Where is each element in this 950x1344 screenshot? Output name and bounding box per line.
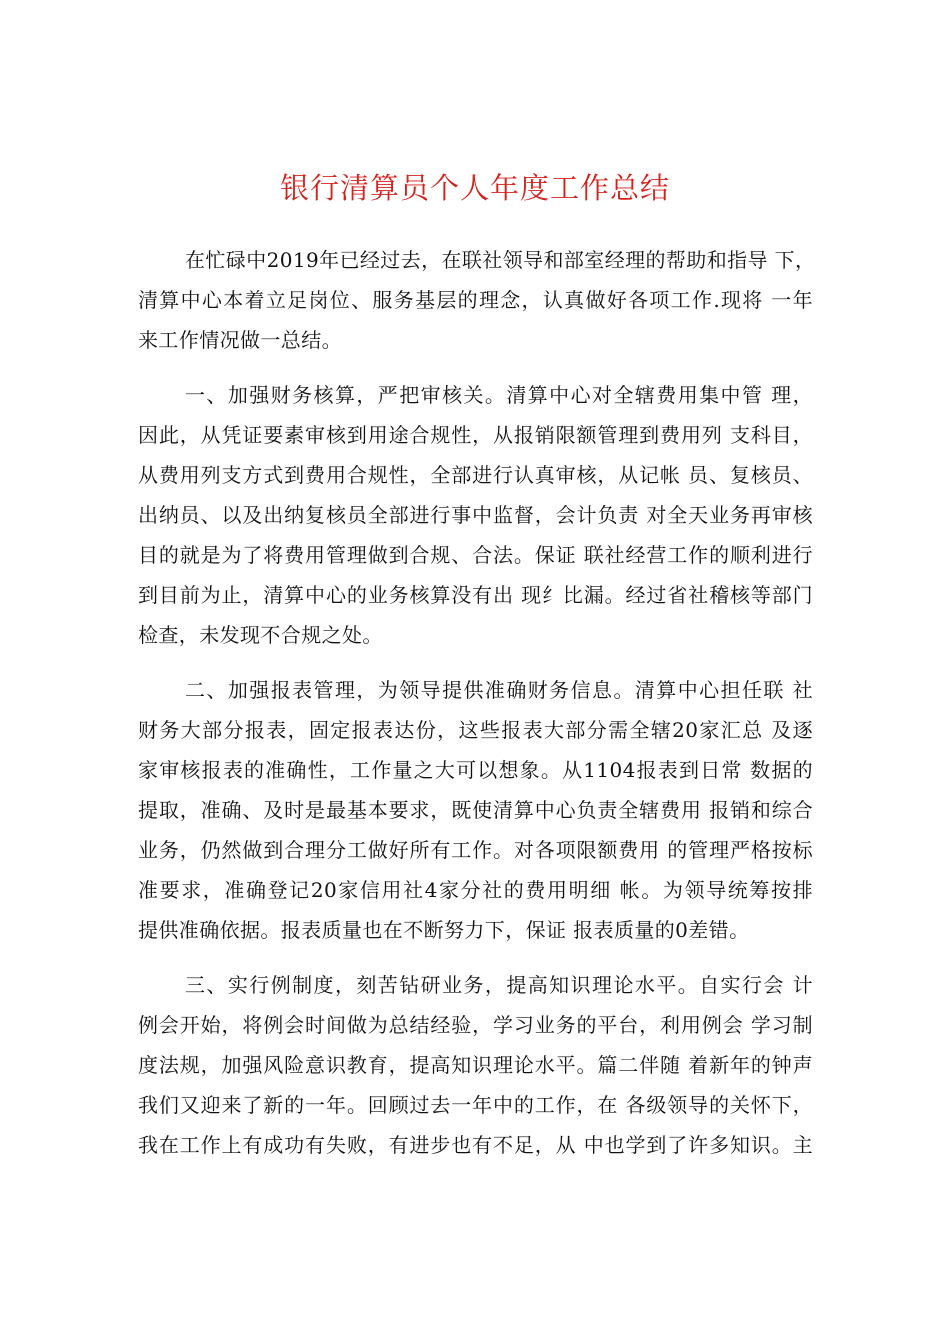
paragraph-line: 例会开始，将例会时间做为总结经验，学习业务的平台，利用例会 学习制 bbox=[138, 1013, 813, 1037]
paragraph-line: 在忙碌中2019年已经过去，在联社领导和部室经理的帮助和指导 下， bbox=[185, 248, 816, 272]
paragraph-1 bbox=[138, 240, 816, 360]
paragraph-line: 一、加强财务核算，严把审核关。清算中心对全辖费用集中管 理， bbox=[185, 383, 813, 407]
paragraph-line: 三、实行例制度，刻苦钻研业务，提高知识理论水平。自实行会 计 bbox=[185, 973, 813, 997]
paragraph-line: 业务，仍然做到合理分工做好所有工作。对各项限额费用 的管理严格按标 bbox=[138, 838, 813, 862]
paragraph-line: 目的就是为了将费用管理做到合规、合法。保证 联社经营工作的顺利进行 bbox=[138, 543, 813, 567]
paragraph-line: 提取，准确、及时是最基本要求，既使清算中心负责全辖费用 报销和综合 bbox=[138, 798, 813, 822]
paragraph-line: 检查，未发现不合规之处。 bbox=[138, 623, 383, 647]
paragraph-line: 二、加强报表管理，为领导提供准确财务信息。清算中心担任联 社 bbox=[185, 678, 813, 702]
paragraph-line: 清算中心本着立足岗位、服务基层的理念，认真做好各项工作.现将 一年 bbox=[138, 288, 813, 312]
paragraph-3 bbox=[138, 670, 813, 950]
paragraph-line: 家审核报表的准确性，工作量之大可以想象。从1104报表到日常 数据的 bbox=[138, 758, 813, 782]
paragraph-line: 度法规，加强风险意识教育，提高知识理论水平。篇二伴随 着新年的钟声 bbox=[138, 1053, 813, 1077]
paragraph-line: 我们又迎来了新的一年。回顾过去一年中的工作，在 各级领导的关怀下， bbox=[138, 1093, 813, 1117]
paragraph-2 bbox=[138, 375, 813, 655]
paragraph-line: 从费用列支方式到费用合规性，全部进行认真审核，从记帐 员、复核员、 bbox=[138, 463, 813, 487]
paragraph-line: 到目前为止，清算中心的业务核算没有出 现纟比漏。经过省社稽核等部门 bbox=[138, 583, 813, 607]
paragraph-line: 提供准确依据。报表质量也在不断努力下，保证 报表质量的0差错。 bbox=[138, 918, 750, 942]
document-body bbox=[138, 240, 816, 1165]
paragraph-line: 财务大部分报表，固定报表达份，这些报表大部分需全辖20家汇总 及逐 bbox=[138, 718, 813, 742]
paragraph-line: 我在工作上有成功有失败，有进步也有不足，从 中也学到了许多知识。主 bbox=[138, 1133, 813, 1157]
paragraph-line: 因此，从凭证要素审核到用途合规性，从报销限额管理到费用列 支科目， bbox=[138, 423, 813, 447]
paragraph-4 bbox=[138, 965, 813, 1165]
paragraph-line: 出纳员、以及出纳复核员全部进行事中监督，会计负责 对全天业务再审核 bbox=[138, 503, 813, 527]
document-title: 银行清算员个人年度工作总结 bbox=[279, 171, 670, 205]
paragraph-line: 准要求，准确登记20家信用社4家分社的费用明细 帐。为领导统筹按排 bbox=[138, 878, 813, 902]
paragraph-line: 来工作情况做一总结。 bbox=[138, 328, 342, 352]
